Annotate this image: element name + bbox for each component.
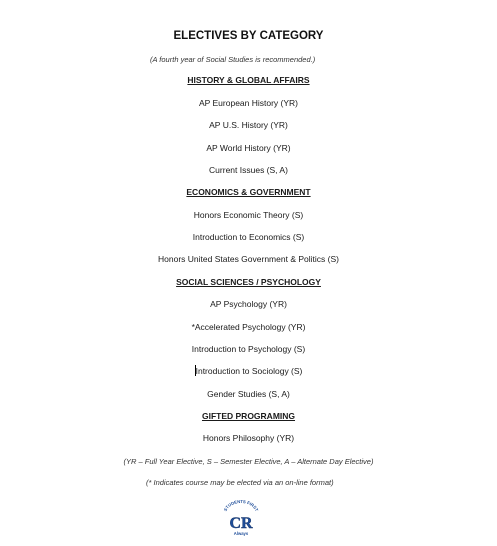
section-heading-history: HISTORY & GLOBAL AFFAIRS [187,75,310,85]
course-item: *Accelerated Psychology (YR) [191,322,306,332]
section-heading-social-sciences: SOCIAL SCIENCES / PSYCHOLOGY [176,277,321,287]
course-item: AP Psychology (YR) [210,299,287,309]
course-item: AP World History (YR) [206,143,291,153]
course-item: Honors Economic Theory (S) [193,210,304,220]
svg-text:Always: Always [233,531,249,536]
course-item-with-cursor[interactable] [0,365,497,377]
course-item: AP U.S. History (YR) [209,120,288,130]
course-item: Introduction to Economics (S) [192,232,305,242]
course-item: Honors United States Government & Politics (S) [158,254,339,264]
section-heading-gifted: GIFTED PROGRAMING [201,411,296,421]
legend-note: (YR – Full Year Elective, S – Semester Elective, A – Alternate Day Elective) [123,457,374,466]
page-title: ELECTIVES BY CATEGORY [173,30,324,42]
course-item: Introduction to Psychology (S) [191,344,306,354]
school-logo-icon [221,500,261,538]
course-item: Current Issues (S, A) [209,165,288,175]
course-item: AP European History (YR) [198,98,299,108]
svg-text:STUDENTS FIRST: STUDENTS FIRST [222,500,260,512]
online-note: (* Indicates course may be elected via an on-line format) [146,478,334,487]
section-heading-economics: ECONOMICS & GOVERNMENT [186,187,311,197]
course-item: Gender Studies (S, A) [207,389,290,399]
course-item: Honors Philosophy (YR) [202,433,295,443]
course-item-label: Introduction to Sociology (S) [195,366,303,376]
recommendation-note: (A fourth year of Social Studies is recommended.) [150,55,316,64]
svg-text:CR: CR [229,515,253,532]
